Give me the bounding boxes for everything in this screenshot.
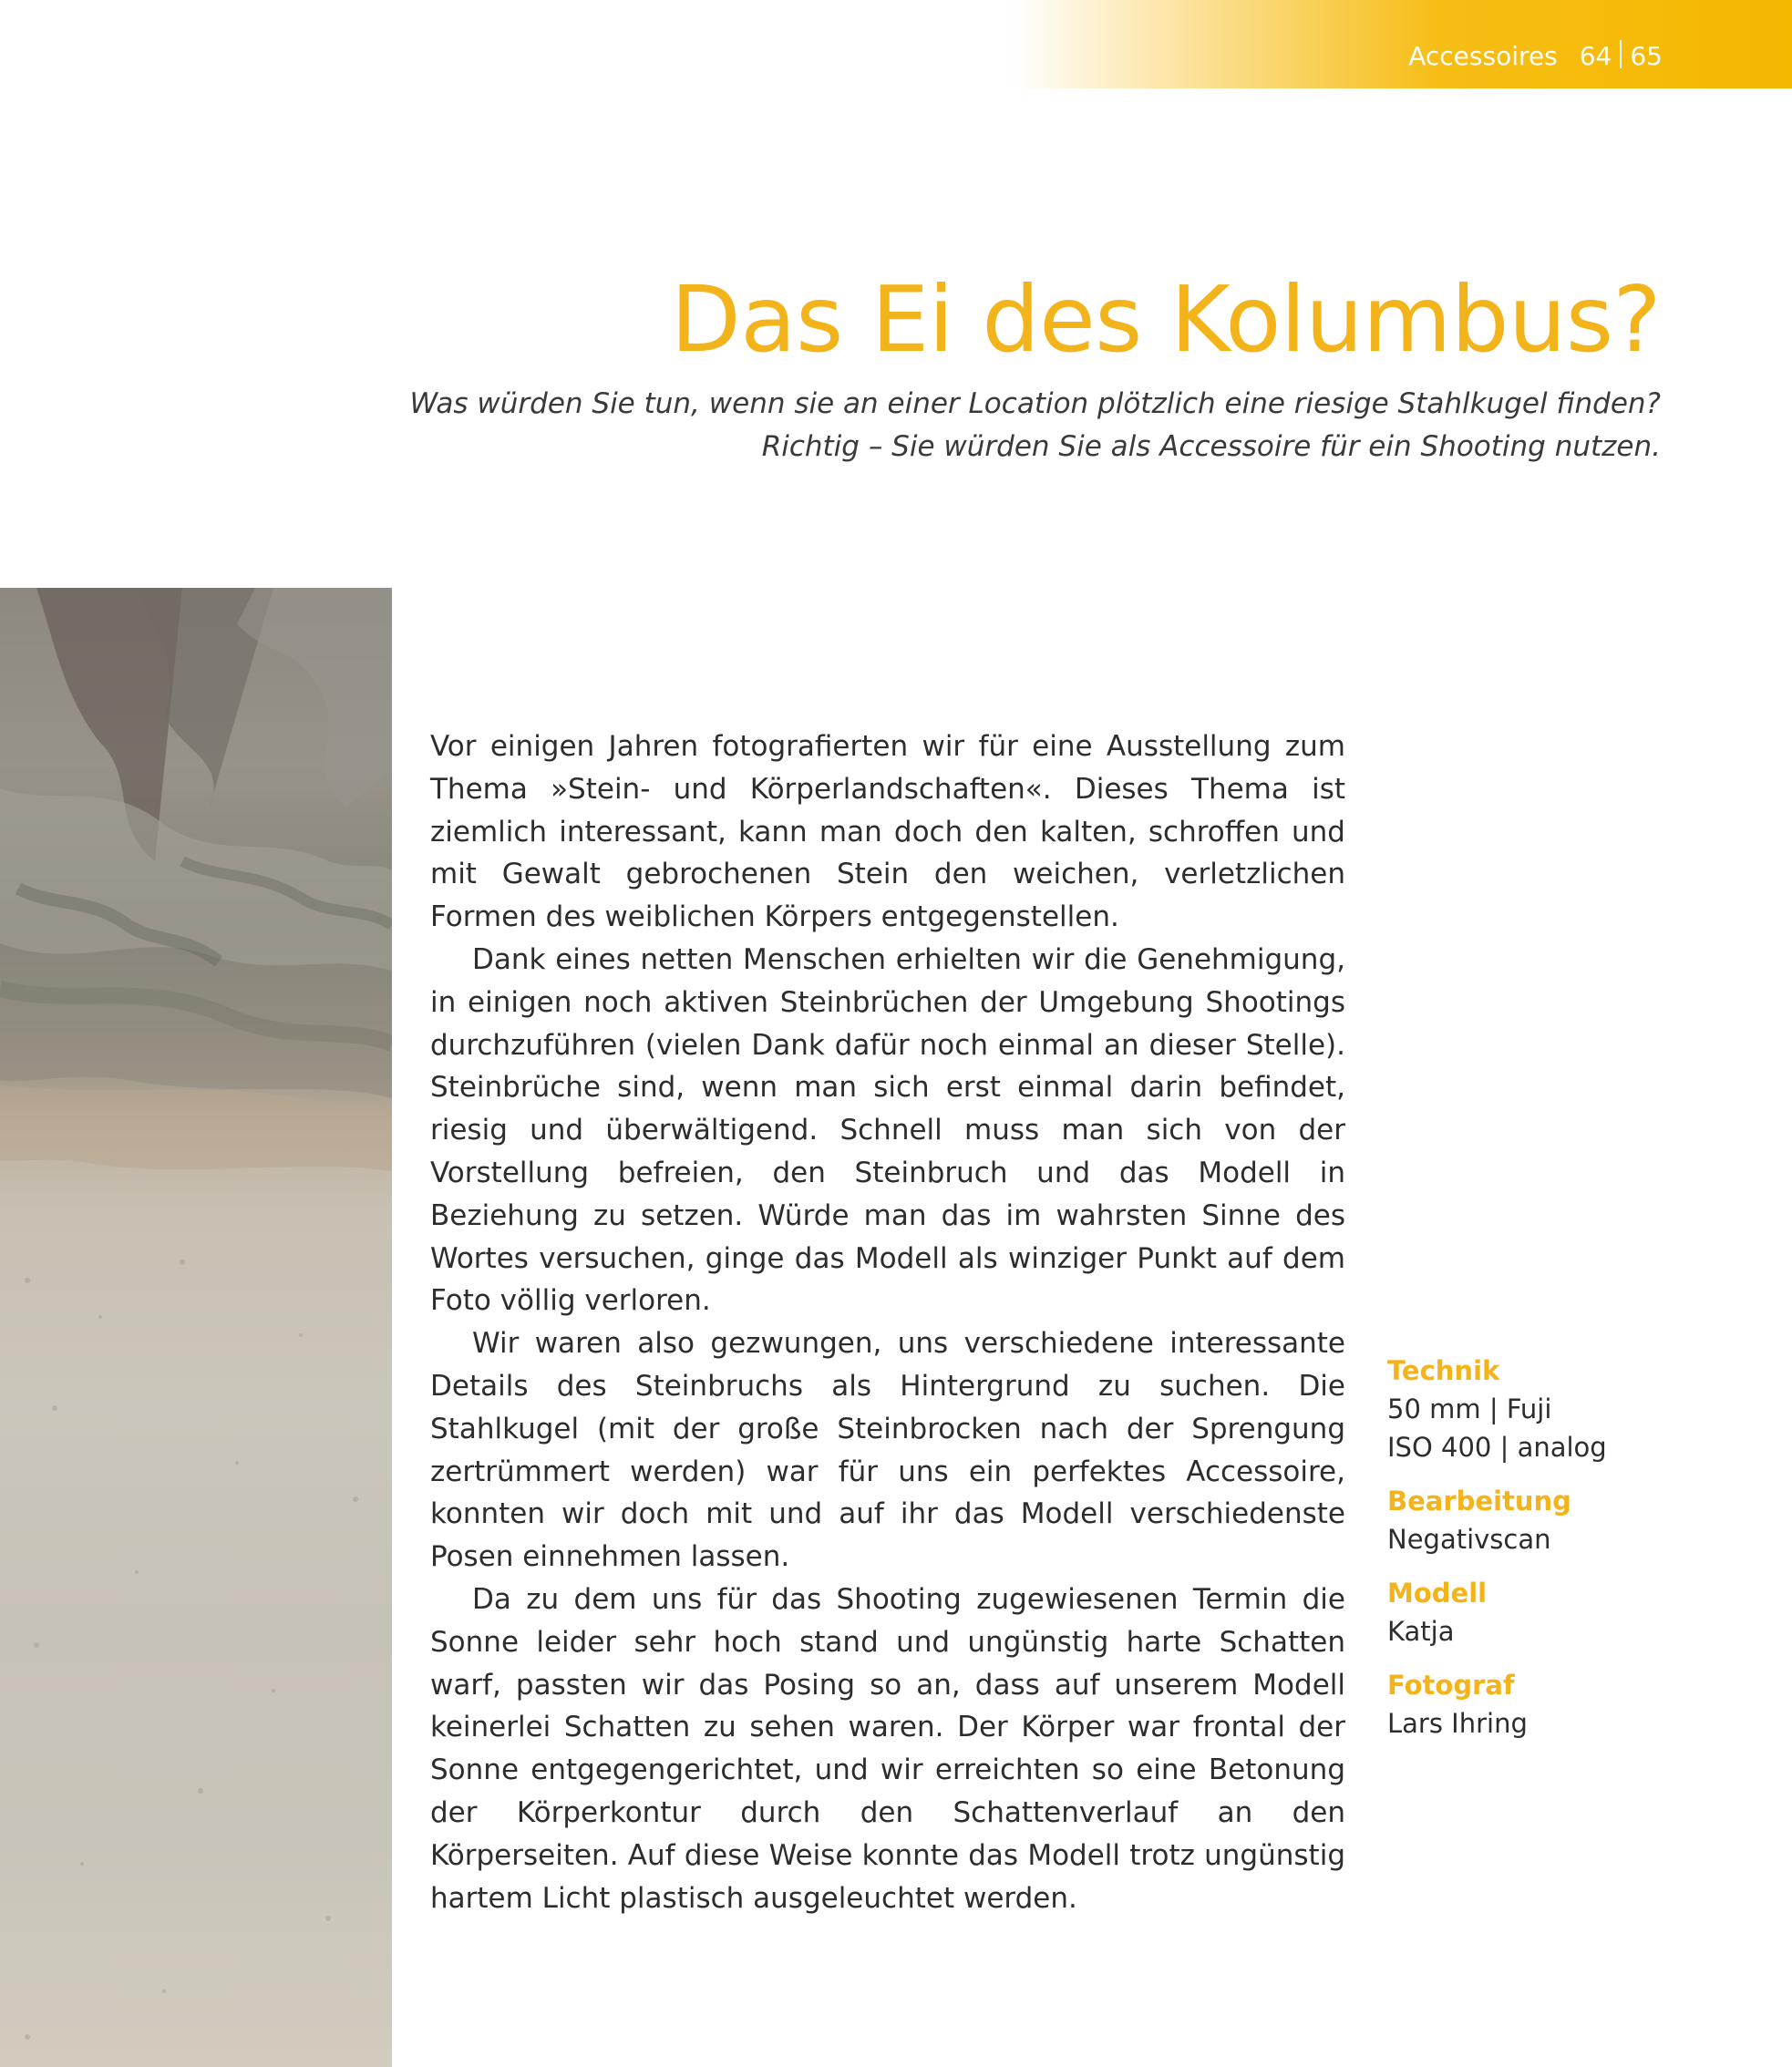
fotograf-label: Fotograf xyxy=(1387,1670,1515,1701)
subtitle xyxy=(385,383,1661,468)
page-title: Das Ei des Kolumbus? xyxy=(670,266,1661,373)
bearbeitung-label: Bearbeitung xyxy=(1387,1486,1571,1517)
bearbeitung-value: Negativscan xyxy=(1387,1524,1551,1555)
technik-label: Technik xyxy=(1387,1355,1500,1386)
quarry-photo xyxy=(0,588,392,2067)
modell-label: Modell xyxy=(1387,1578,1488,1609)
subtitle-line-2: Richtig – Sie würden Sie als Accessoire für ein Shooting nutzen. xyxy=(761,430,1661,463)
body-paragraph-3: Wir waren also gezwungen, uns verschiedene interessante Details des Steinbruchs als Hintergrund zu suchen. Die Stahlkugel (mit der große Steinbrocken nach der Sprengung zertrümmert werden) war für uns ein perfektes Accessoire, konnten wir doch mit und auf ihr das Modell verschiedenste Posen einnehmen lassen. xyxy=(430,1327,1345,1574)
modell-group xyxy=(1387,1574,1715,1651)
page-number-left: 64 xyxy=(1579,41,1612,71)
modell-value: Katja xyxy=(1387,1616,1455,1647)
body-paragraph-1: Vor einigen Jahren fotografierten wir für eine Ausstellung zum Thema »Stein- und Körperlandschaften«. Dieses Thema ist ziemlich interessant, kann man doch den kalten, schroffen und mit Gewalt gebrochenen Stein den weichen, verletzlichen Formen des weiblichen Körpers entgegenstellen. xyxy=(430,730,1345,934)
section-name: Accessoires xyxy=(1408,41,1558,71)
fotograf-value: Lars Ihring xyxy=(1387,1708,1528,1739)
page-number-right: 65 xyxy=(1630,41,1663,71)
page-number-divider xyxy=(1620,40,1622,68)
fotograf-group xyxy=(1387,1666,1715,1743)
body-paragraph-4: Da zu dem uns für das Shooting zugewiesenen Termin die Sonne leider sehr hoch stand und ungünstig harte Schatten warf, passten wir das Posing so an, dass auf unserem Modell keinerlei Schatten zu sehen waren. Der Körper war frontal der Sonne entgegengerichtet, und wir erreichten so eine Betonung der Körperkontur durch den Schattenverlauf an den Körperseiten. Auf diese Weise konnte das Modell trotz ungünstig hartem Licht plastisch ausgeleuchtet werden. xyxy=(430,1582,1345,1915)
photo-info-box xyxy=(1387,1352,1715,1758)
body-paragraph-2: Dank eines netten Menschen erhielten wir die Genehmigung, in einigen noch aktiven Steinbrüchen der Umgebung Shootings durchzuführen (vielen Dank dafür noch einmal an dieser Stelle). Steinbrüche sind, wenn man sich erst einmal darin befindet, riesig und überwältigend. Schnell muss man sich von der Vorstellung befreien, den Steinbruch und das Modell in Beziehung zu setzen. Würde man das im wahrsten Sinne des Wortes versuchen, ginge das Modell als winziger Punkt auf dem Foto völlig verloren. xyxy=(430,942,1345,1318)
technik-line-1: 50 mm | Fuji xyxy=(1387,1393,1552,1424)
header-bar xyxy=(1012,0,1792,88)
bearbeitung-group xyxy=(1387,1482,1715,1558)
running-header xyxy=(1408,0,1663,88)
technik-line-2: ISO 400 | analog xyxy=(1387,1432,1607,1463)
subtitle-line-1: Was würden Sie tun, wenn sie an einer Location plötzlich eine riesige Stahlkugel finden? xyxy=(409,387,1661,420)
article-body xyxy=(430,725,1345,1919)
technik-group xyxy=(1387,1352,1715,1466)
